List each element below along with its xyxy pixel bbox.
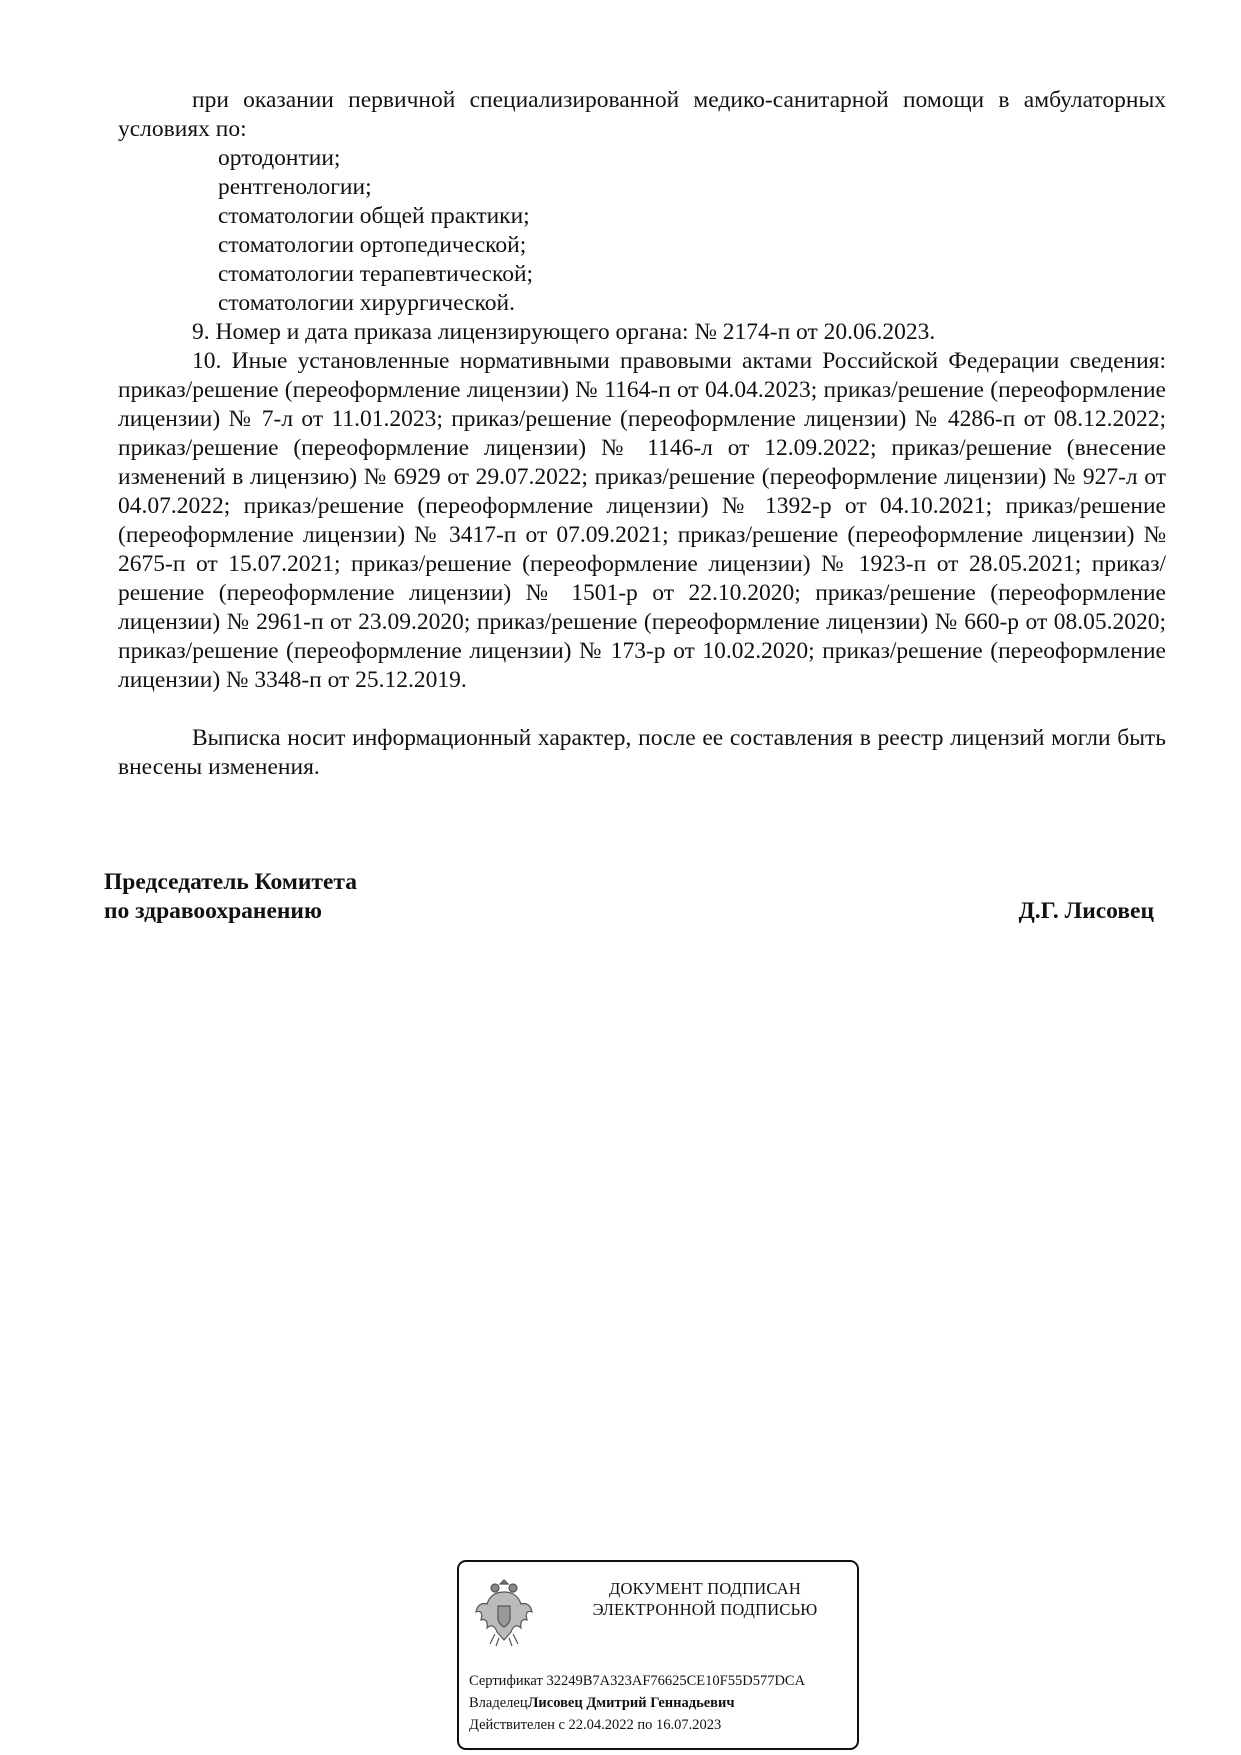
certificate-line xyxy=(469,1670,805,1692)
validity-line: Действителен с 22.04.2022 по 16.07.2023 xyxy=(469,1717,722,1733)
signatory-name: Д.Г. Лисовец xyxy=(1018,898,1154,924)
signatory-position-line1: Председатель Комитета xyxy=(104,869,357,895)
electronic-signature-stamp xyxy=(457,1560,859,1750)
signatory-position-line2: по здравоохранению xyxy=(104,898,322,924)
blank-line xyxy=(118,695,1166,724)
stamp-title-line2: ЭЛЕКТРОННОЙ ПОДПИСЬЮ xyxy=(592,1600,818,1619)
document-body xyxy=(118,86,1166,782)
specialty-item: стоматологии хирургической. xyxy=(218,290,515,316)
owner-line xyxy=(469,1692,805,1714)
owner-label: Владелец xyxy=(469,1695,528,1711)
owner-value: Лисовец Дмитрий Геннадьевич xyxy=(527,1695,735,1711)
specialty-item: рентгенологии; xyxy=(218,174,372,200)
stamp-title xyxy=(564,1578,846,1620)
disclaimer-paragraph: Выписка носит информационный характер, после ее составления в реестр лицензий могли быть внесены изменения. xyxy=(118,725,1166,780)
stamp-details xyxy=(469,1670,805,1736)
specialty-item: стоматологии ортопедической; xyxy=(218,232,527,258)
certificate-value: 32249B7A323AF76625CE10F55D577DCA xyxy=(546,1673,806,1689)
item-9-order: 9. Номер и дата приказа лицензирующего органа: № 2174-п от 20.06.2023. xyxy=(192,319,936,345)
stamp-title-line1: ДОКУМЕНТ ПОДПИСАН xyxy=(609,1579,801,1598)
certificate-label: Сертификат xyxy=(469,1673,543,1689)
specialty-item: стоматологии терапевтической; xyxy=(218,261,534,287)
specialty-item: стоматологии общей практики; xyxy=(218,203,530,229)
specialty-item: ортодонтии; xyxy=(218,145,341,171)
paragraph-intro: при оказании первичной специализированной медико-санитарной помощи в амбулаторных условиях по: xyxy=(118,87,1166,142)
russian-coat-of-arms-icon xyxy=(473,1574,535,1650)
item-10-other-info: 10. Иные установленные нормативными правовыми актами Российской Федерации сведения: приказ/решение (переоформление лицензии) № 1164-п от 04.04.2023; приказ/решение (переоформление лицензии) № 7-л от 11.01.2023; приказ/решение (переоформление лицензии) № 4286-п от 08.12.2022; приказ/решение (переоформление лицензии) № 1146-л от 12.09.2022; приказ/решение (внесение изменений в лицензию) № 6929 от 29.07.2022; приказ/решение (переоформление лицензии) № 927-л от 04.07.2022; приказ/решение (переоформление лицензии) № 1392-р от 04.10.2021; приказ/решение (переоформление лицензии) № 3417-п от 07.09.2021; приказ/решение (переоформление лицензии) № 2675-п от 15.07.2021; приказ/решение (переоформление лицензии) № 1923-п от 28.05.2021; приказ/решение (переоформление лицензии) № 1501-р от 22.10.2020; приказ/решение (переоформление лицензии) № 2961-п от 23.09.2020; приказ/решение (переоформление лицензии) № 660-р от 08.05.2020; приказ/решение (переоформление лицензии) № 173-р от 10.02.2020; приказ/решение (переоформление лицензии) № 3348-п от 25.12.2019. xyxy=(118,348,1166,693)
signature-block xyxy=(104,868,1154,926)
